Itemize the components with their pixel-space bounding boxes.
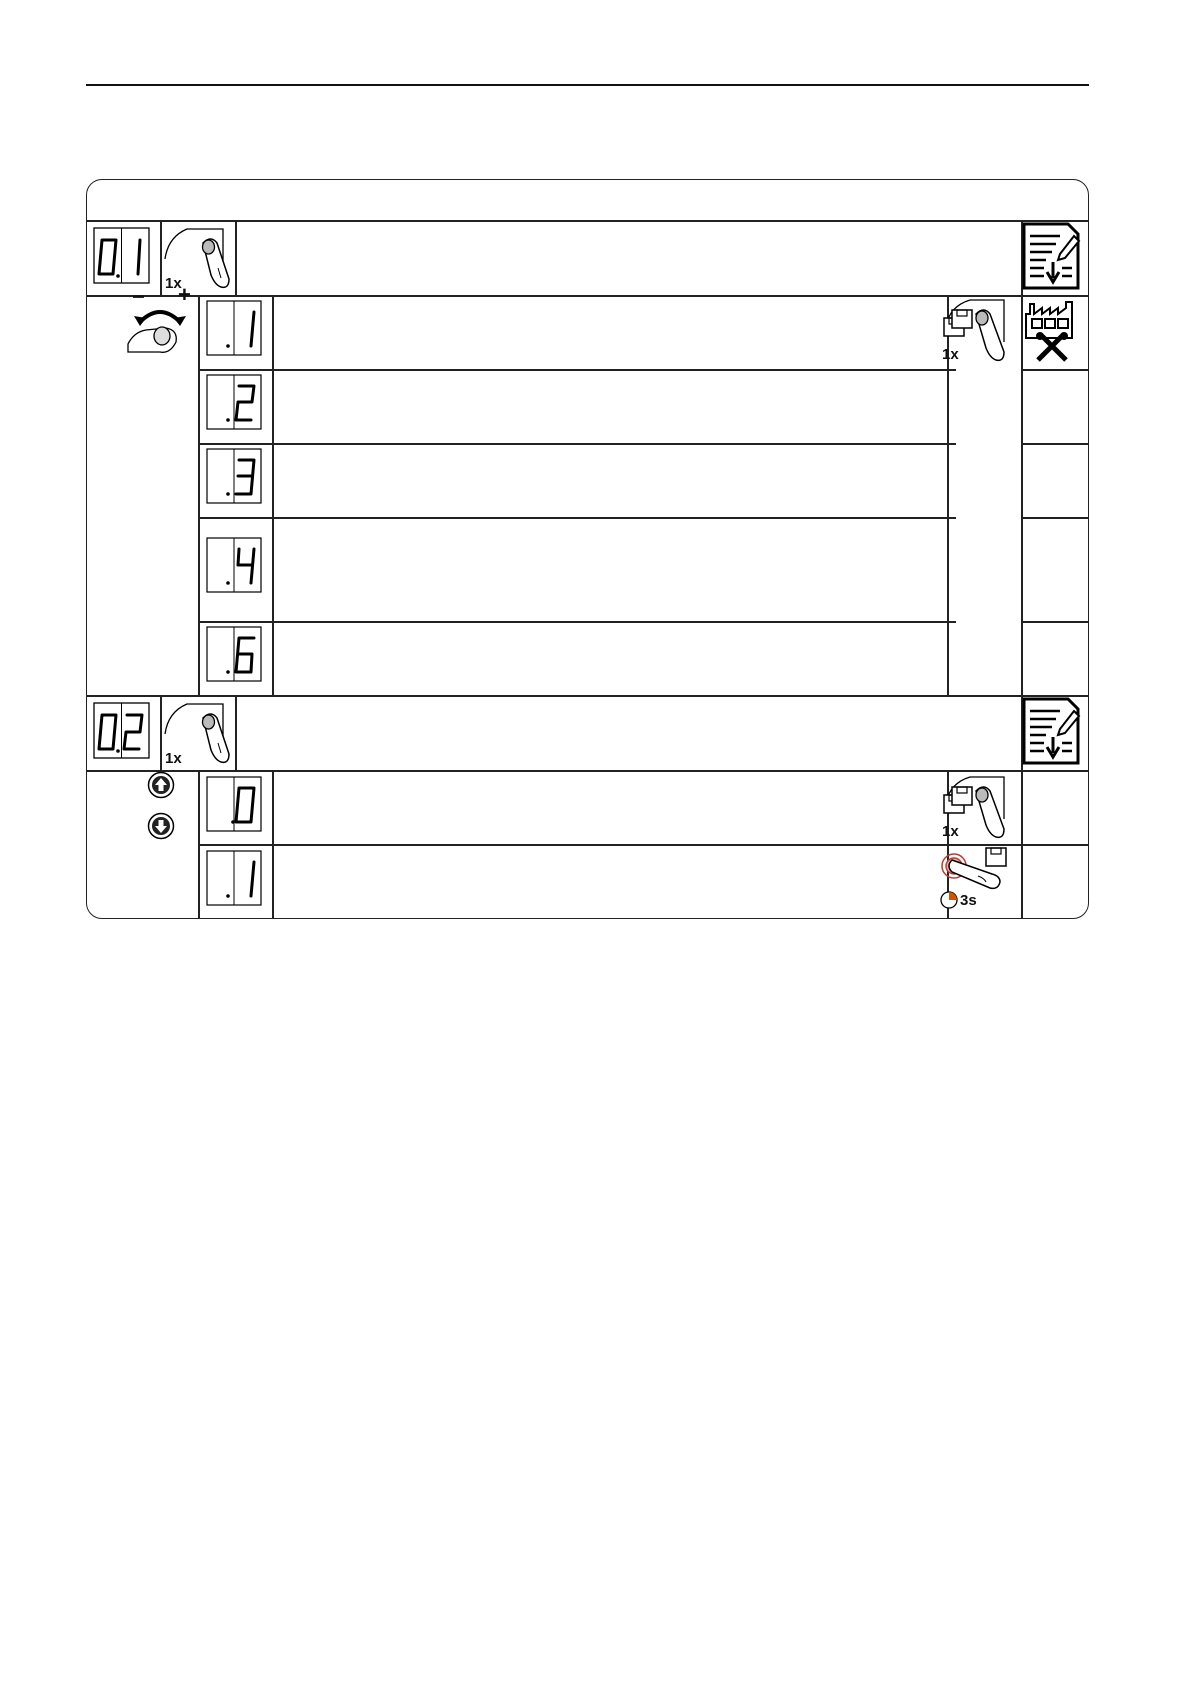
arrow-up-button-icon[interactable] <box>147 771 175 799</box>
document-download-icon <box>1020 220 1084 292</box>
confirm-caption: 1x <box>942 346 959 363</box>
finger-press-icon <box>163 223 233 291</box>
press-caption: 1x <box>165 275 182 292</box>
confirm-caption: 1x <box>942 823 959 840</box>
hold-caption: 3s <box>960 892 977 909</box>
option-display[interactable] <box>206 537 262 593</box>
save-press-icon[interactable] <box>940 773 1010 845</box>
option-display[interactable] <box>206 850 262 906</box>
option-display[interactable] <box>206 300 262 356</box>
arrow-down-button-icon[interactable] <box>147 812 175 840</box>
knob-plus-label: + <box>178 282 191 307</box>
header-rule <box>86 84 1089 86</box>
option-display[interactable] <box>206 626 262 682</box>
factory-settings-icon <box>1022 294 1084 364</box>
finger-press-icon <box>163 698 233 766</box>
option-display[interactable] <box>206 776 262 832</box>
option-display[interactable] <box>206 448 262 504</box>
press-hold-icon[interactable] <box>940 846 1010 918</box>
document-download-icon <box>1020 695 1084 767</box>
display-code-0-1 <box>93 227 150 284</box>
knob-minus-label: − <box>132 284 145 309</box>
press-caption: 1x <box>165 750 182 767</box>
save-press-icon[interactable] <box>940 296 1010 368</box>
option-display[interactable] <box>206 374 262 430</box>
display-code-0-2 <box>93 702 150 759</box>
